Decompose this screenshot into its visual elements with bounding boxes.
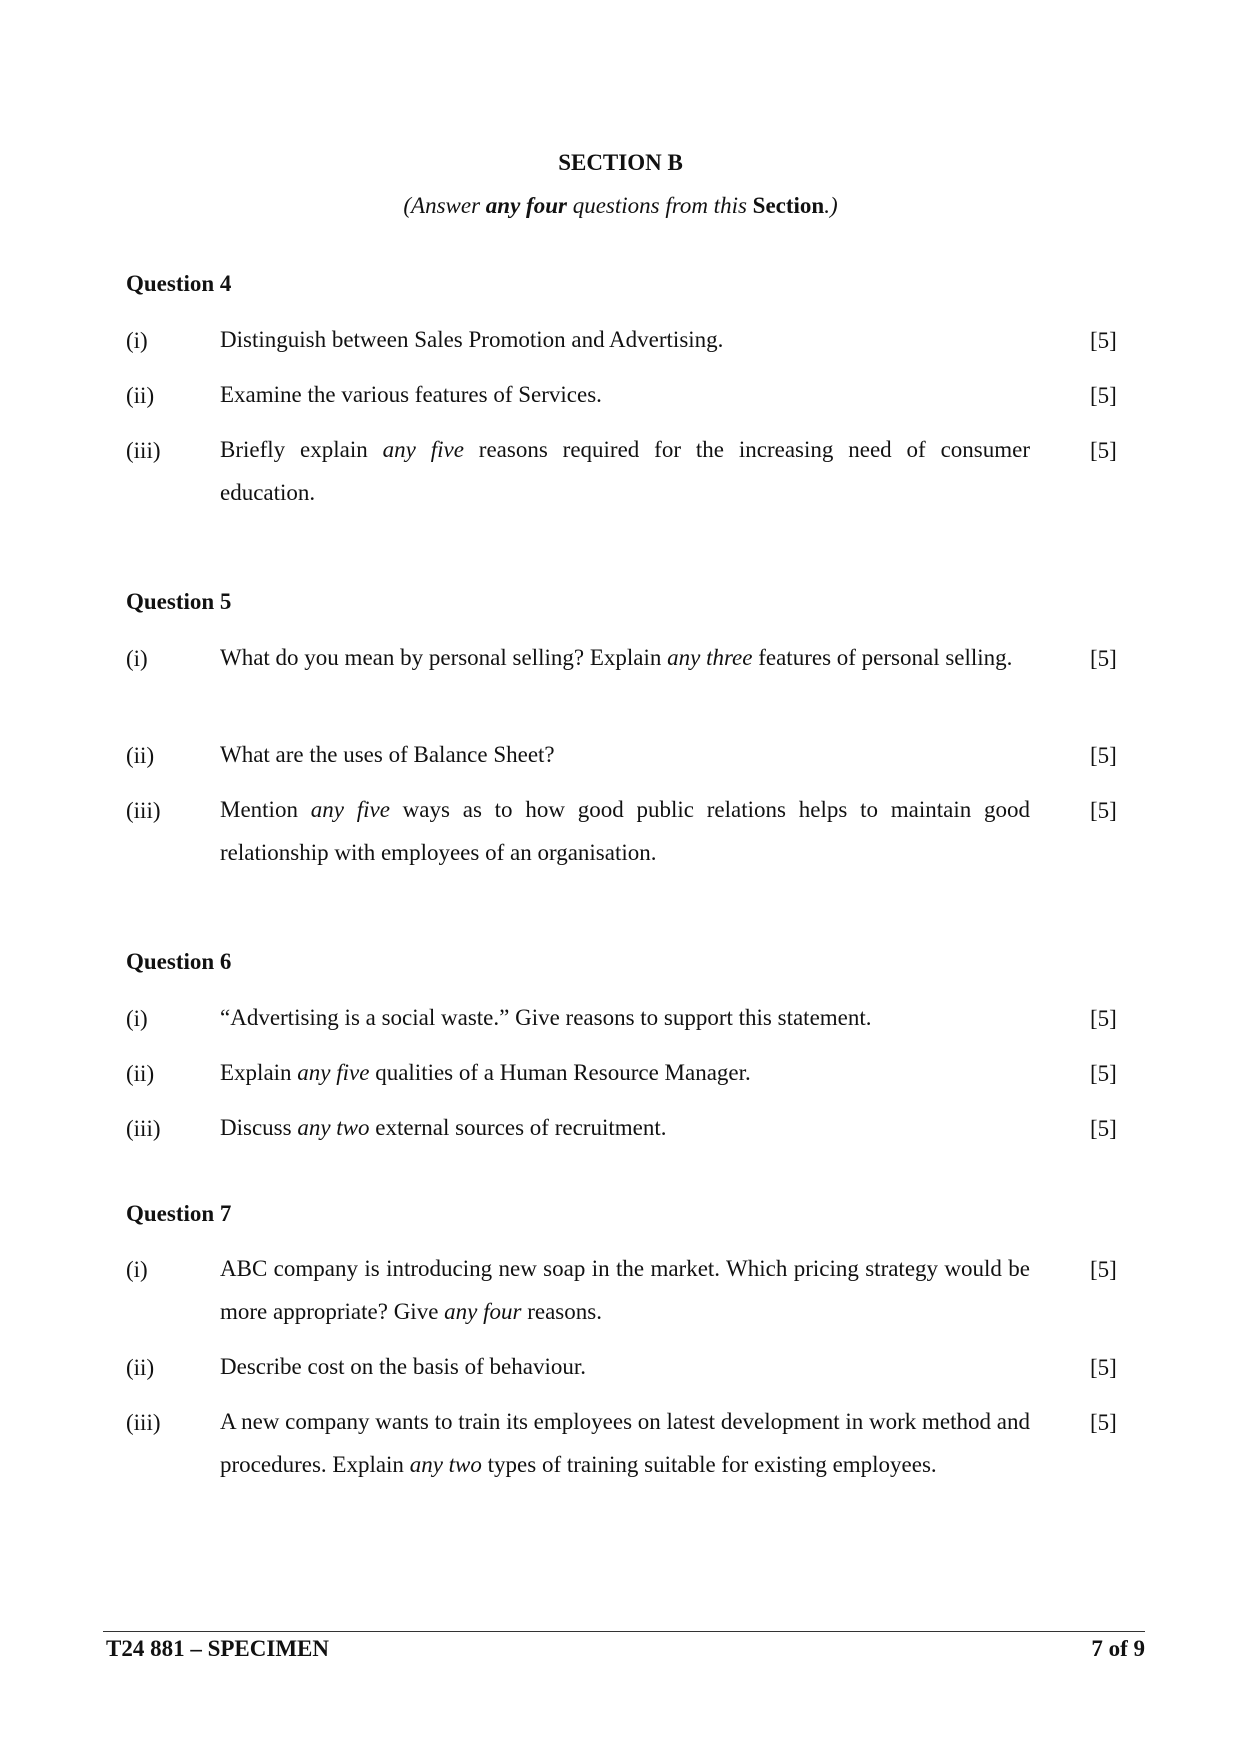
q6-part-iii-text: Discuss any two external sources of recruitment. xyxy=(220,1115,667,1140)
q7-part-i-text: ABC company is introducing new soap in the market. Which pricing strategy would be more appropriate? Give any four reasons. xyxy=(220,1256,1030,1324)
q6-part-iii-number: (iii) xyxy=(126,1116,161,1141)
q7-part-i-number: (i) xyxy=(126,1257,148,1282)
q6-part-iii-marks: [5] xyxy=(1090,1116,1117,1141)
q5-part-iii-number: (iii) xyxy=(126,798,161,823)
q6-part-ii-number: (ii) xyxy=(126,1061,155,1086)
q4-part-iii-number: (iii) xyxy=(126,438,161,463)
q4-part-iii-text: Briefly explain any five reasons required for the increasing need of consumer education. xyxy=(220,437,1031,505)
footer-divider xyxy=(103,1631,1145,1632)
q5-part-i-marks: [5] xyxy=(1090,646,1117,671)
question-7-heading: Question 7 xyxy=(126,1201,232,1226)
question-5-heading: Question 5 xyxy=(126,589,232,614)
q5-part-i-number: (i) xyxy=(126,646,148,671)
q4-part-i-number: (i) xyxy=(126,328,148,353)
q7-part-iii-marks: [5] xyxy=(1090,1410,1117,1435)
q7-part-iii-text: A new company wants to train its employees on latest development in work method and procedures. Explain any two types of training suitable for existing employees. xyxy=(220,1409,1030,1477)
q7-part-ii-text: Describe cost on the basis of behaviour. xyxy=(220,1354,586,1379)
question-4-heading: Question 4 xyxy=(126,271,232,296)
question-6-heading: Question 6 xyxy=(126,949,232,974)
q4-part-ii-number: (ii) xyxy=(126,383,155,408)
q6-part-i-text: “Advertising is a social waste.” Give reasons to support this statement. xyxy=(220,1005,872,1030)
q5-part-iii-marks: [5] xyxy=(1090,798,1117,823)
q5-part-i-text: What do you mean by personal selling? Explain any three features of personal selling. xyxy=(220,645,1013,670)
q4-part-iii-marks: [5] xyxy=(1090,438,1117,463)
q6-part-i-number: (i) xyxy=(126,1006,148,1031)
section-title: SECTION B xyxy=(558,150,683,175)
q5-part-iii-text: Mention any five ways as to how good public relations helps to maintain good relationship with employees of an organisation. xyxy=(220,797,1030,865)
q7-part-ii-number: (ii) xyxy=(126,1355,155,1380)
q6-part-ii-text: Explain any five qualities of a Human Resource Manager. xyxy=(220,1060,751,1085)
q7-part-i-marks: [5] xyxy=(1090,1257,1117,1282)
q4-part-ii-text: Examine the various features of Services. xyxy=(220,382,602,407)
paper-code: T24 881 – SPECIMEN xyxy=(106,1636,329,1661)
q5-part-ii-marks: [5] xyxy=(1090,743,1117,768)
q7-part-iii-number: (iii) xyxy=(126,1410,161,1435)
q6-part-i-marks: [5] xyxy=(1090,1006,1117,1031)
section-instruction: (Answer any four questions from this Section.) xyxy=(403,193,838,218)
q5-part-ii-text: What are the uses of Balance Sheet? xyxy=(220,742,555,767)
q6-part-ii-marks: [5] xyxy=(1090,1061,1117,1086)
q7-part-ii-marks: [5] xyxy=(1090,1355,1117,1380)
page-number: 7 of 9 xyxy=(1091,1636,1145,1661)
q4-part-i-marks: [5] xyxy=(1090,328,1117,353)
q4-part-i-text: Distinguish between Sales Promotion and Advertising. xyxy=(220,327,724,352)
q5-part-ii-number: (ii) xyxy=(126,743,155,768)
q4-part-ii-marks: [5] xyxy=(1090,383,1117,408)
